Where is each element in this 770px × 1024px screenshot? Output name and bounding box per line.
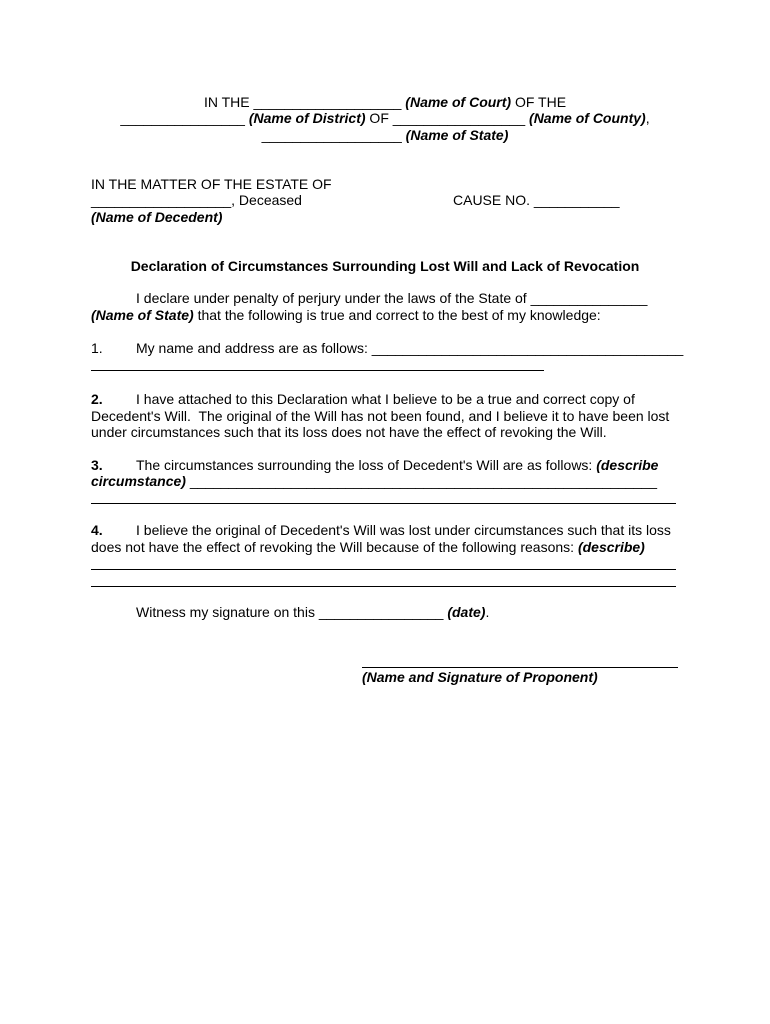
caption-district-line	[0, 110, 770, 127]
county-name-label: (Name of County)	[529, 110, 646, 126]
district-name-label: (Name of District)	[248, 110, 366, 126]
item4-text-line1: I believe the original of Decedent's Will was lost under circumstances such that its loss	[136, 522, 671, 538]
court-name-label: (Name of Court)	[405, 94, 512, 110]
item2-text-line1: I have attached to this Declaration what I believe to be a true and correct copy of	[136, 391, 635, 407]
item1-address-blank	[91, 370, 544, 371]
item4-line2	[91, 539, 645, 556]
item4-number: 4.	[91, 522, 103, 538]
caption-line2-suffix: ,	[645, 110, 650, 126]
item3-line2	[91, 473, 657, 490]
witness-prefix: Witness my signature on this ________________	[136, 604, 448, 620]
caption-court-line	[0, 94, 770, 111]
item4-describe-label: (describe)	[577, 539, 645, 555]
witness-suffix: .	[485, 604, 490, 620]
item3-describe-label: (describe	[596, 457, 659, 473]
caption-line1-suffix: OF THE	[511, 94, 567, 110]
signature-line	[362, 667, 678, 668]
item1-text: My name and address are as follows: ________________________________________	[136, 340, 684, 356]
witness-date-label: (date)	[447, 604, 486, 620]
item3-number: 3.	[91, 457, 103, 473]
signature-label: (Name and Signature of Proponent)	[362, 669, 598, 685]
intro-line1: I declare under penalty of perjury under the laws of the State of _______________	[136, 290, 648, 306]
item2-number: 2.	[91, 391, 103, 407]
intro-line2	[91, 307, 601, 324]
deceased-line: __________________, Deceased	[91, 192, 302, 208]
item2-line2: Decedent's Will. The original of the Will has not been found, and I believe it to have been lost	[91, 408, 670, 424]
item4-blank-line-1	[91, 569, 676, 570]
caption-line2-mid: OF _________________	[365, 110, 530, 126]
caption-line2-prefix: ________________	[120, 110, 249, 126]
item3-line1	[91, 457, 658, 474]
item4-line1	[91, 522, 671, 539]
intro-state-label: (Name of State)	[91, 307, 194, 323]
item1-line	[91, 340, 683, 357]
caption-line1-prefix: IN THE ___________________	[203, 94, 406, 110]
decedent-name-label: (Name of Decedent)	[91, 209, 223, 225]
item1-number: 1.	[91, 340, 103, 356]
item2-line1	[91, 391, 635, 408]
item3-blank-line	[91, 503, 676, 504]
item2-line3: under circumstances such that its loss does not have the effect of revoking the Will.	[91, 424, 607, 440]
caption-line3-prefix: __________________	[261, 127, 406, 143]
item4-blank-line-2	[91, 586, 676, 587]
item3-text-line1: The circumstances surrounding the loss of Decedent's Will are as follows:	[136, 457, 597, 473]
item3-circumstance-label: circumstance)	[91, 473, 186, 489]
cause-number: CAUSE NO. ___________	[453, 192, 620, 208]
witness-line	[136, 604, 489, 621]
document-title: Declaration of Circumstances Surrounding Lost Will and Lack of Revocation	[130, 258, 640, 274]
estate-line: IN THE MATTER OF THE ESTATE OF	[91, 176, 332, 192]
item4-text-line2: does not have the effect of revoking the Will because of the following reasons:	[91, 539, 578, 555]
state-name-label: (Name of State)	[405, 127, 509, 143]
item3-line2-blank: ____________________________________________________________	[185, 473, 657, 489]
intro-line2-suffix: that the following is true and correct to the best of my knowledge:	[193, 307, 601, 323]
caption-state-line	[0, 127, 770, 144]
